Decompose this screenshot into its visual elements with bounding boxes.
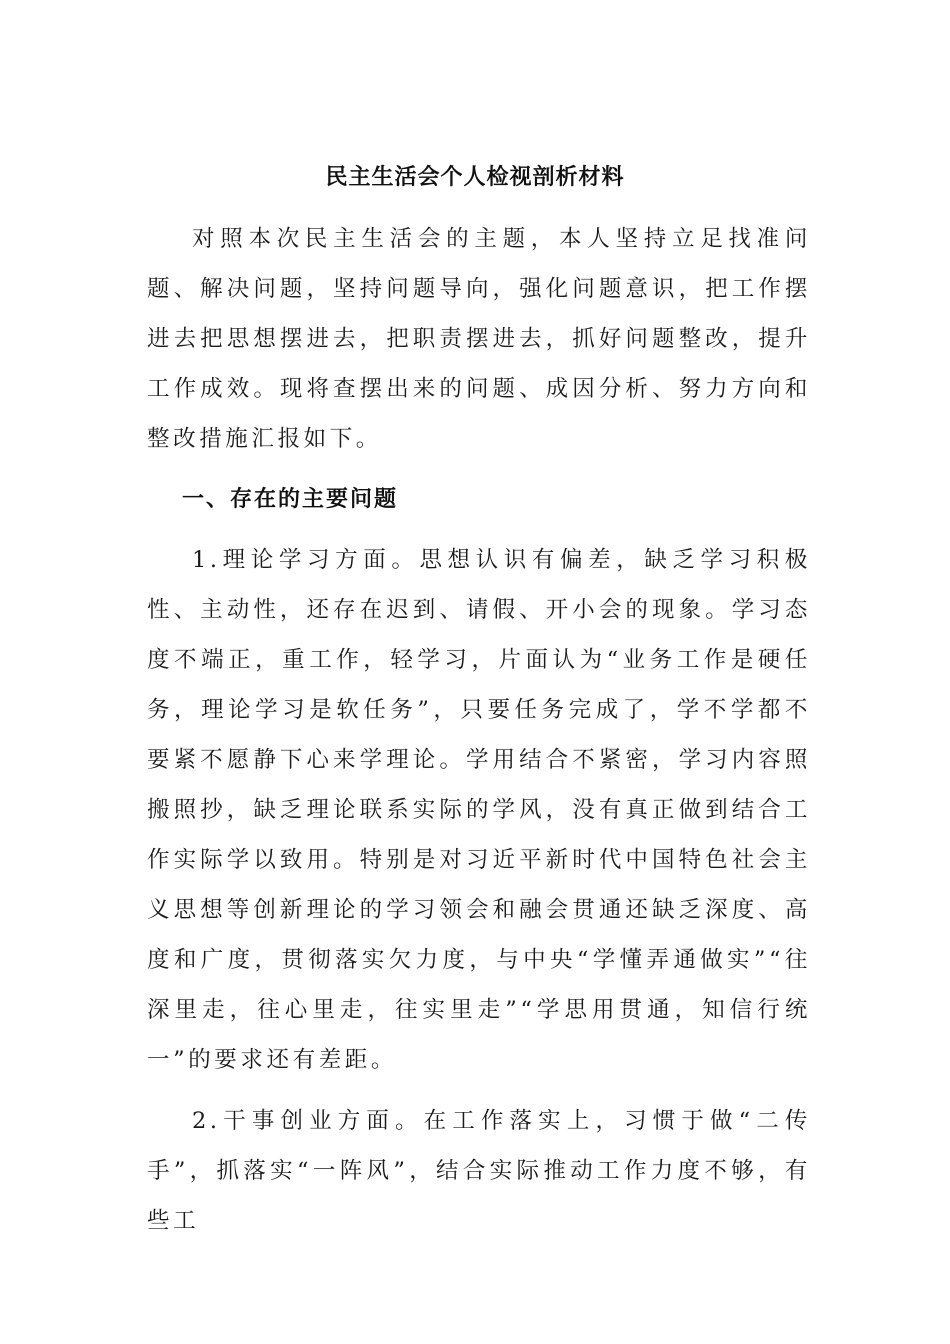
section-heading: 一、存在的主要问题 <box>182 487 399 512</box>
document-title: 民主生活会个人检视剖析材料 <box>325 165 625 190</box>
paragraph-theory-study: 1.理论学习方面。思想认识有偏差，缺乏学习积极性、主动性，还存在迟到、请假、开小会的现象。学习态度不端正，重工作，轻学习，片面认为“业务工作是硬任务，理论学习是软任务”，只要任务完成了，学不学都不要紧不愿静下心来学理论。学用结合不紧密，学习内容照搬照抄，缺乏理论联系实际的学风，没有真正做到结合工作实际学以致用。特别是对习近平新时代中国特色社会主义思想等创新理论的学习领会和融会贯通还缺乏深度、高度和广度，贯彻落实欠力度，与中央“学懂弄通做实”“往深里走，往心里走，往实里走”“学思用贯通，知信行统一”的要求还有差距。 <box>147 547 811 1073</box>
paragraph-work-execution: 2.干事创业方面。在工作落实上，习惯于做“二传手”，抓落实“一阵风”，结合实际推动工作力度不够，有些工 <box>147 1108 811 1234</box>
intro-paragraph: 对照本次民主生活会的主题，本人坚持立足找准问题、解决问题，坚持问题导向，强化问题意识，把工作摆进去把思想摆进去，把职责摆进去，抓好问题整改，提升工作成效。现将查摆出来的问题、成因分析、努力方向和整改措施汇报如下。 <box>147 226 811 452</box>
